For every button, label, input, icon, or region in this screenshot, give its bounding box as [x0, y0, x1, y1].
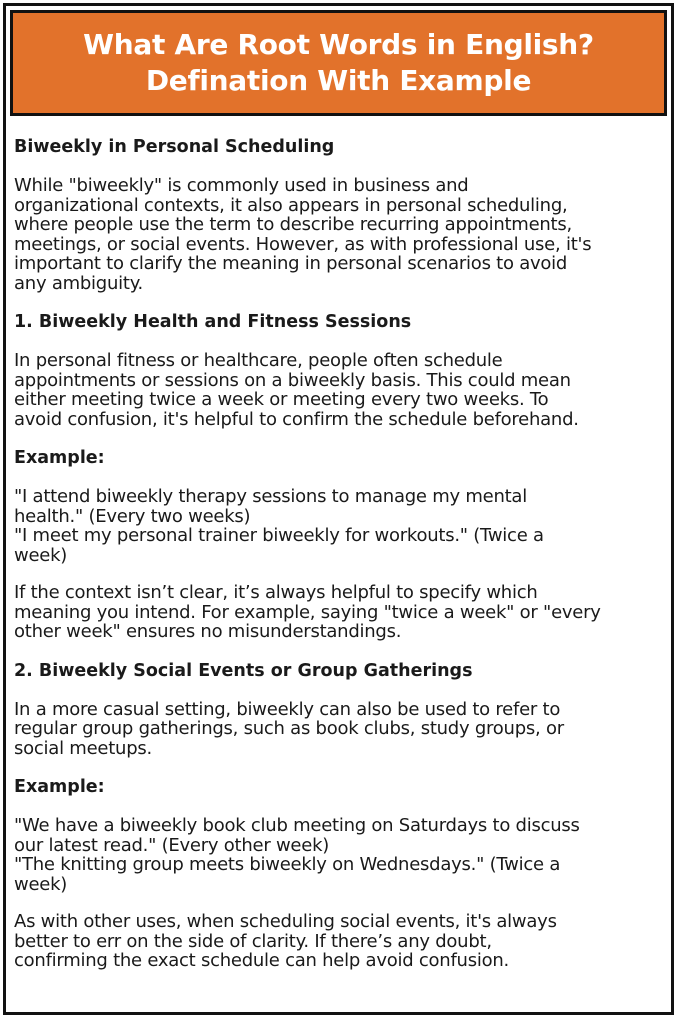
text-line: appointments or sessions on a biweekly basis. This could mean: [14, 369, 571, 391]
text-line: confirming the exact schedule can help avoid confusion.: [14, 950, 509, 971]
text-line: regular group gatherings, such as book clubs, study groups, or: [14, 718, 564, 739]
example-block-fitness: [14, 487, 669, 565]
section-heading-social-events: 2. Biweekly Social Events or Group Gatherings: [14, 660, 473, 681]
section-heading-fitness: 1. Biweekly Health and Fitness Sessions: [14, 312, 412, 332]
text-line: better to err on the side of clarity. If there’s any doubt,: [14, 930, 492, 952]
text-line: important to clarify the meaning in personal scenarios to avoid: [14, 253, 568, 274]
text-line: week): [14, 544, 68, 566]
text-line: social meetups.: [14, 737, 152, 759]
text-line: In a more casual setting, biweekly can also be used to refer to: [14, 698, 561, 720]
text-line: "I attend biweekly therapy sessions to manage my mental: [14, 486, 527, 507]
text-line: "I meet my personal trainer biweekly for workouts." (Twice a: [14, 525, 544, 546]
example-block-social: [14, 816, 669, 894]
note-fitness: [14, 583, 669, 642]
paragraph-personal-scheduling: [14, 176, 669, 293]
text-line: meetings, or social events. However, as with professional use, it's: [14, 233, 592, 255]
text-line: While "biweekly" is commonly used in business and: [14, 175, 469, 196]
text-line: our latest read." (Every other week): [14, 834, 330, 856]
text-line: any ambiguity.: [14, 272, 144, 294]
text-line: where people use the term to describe recurring appointments,: [14, 214, 572, 235]
text-line: either meeting twice a week or meeting every two weeks. To: [14, 389, 549, 410]
text-line: If the context isn’t clear, it’s always helpful to specify which: [14, 582, 538, 603]
example-quotes-social: [14, 816, 669, 894]
title-line-1: What Are Root Words in English?: [83, 28, 594, 61]
text-line: In personal fitness or healthcare, people often schedule: [14, 350, 503, 371]
text-line: As with other uses, when scheduling social events, it's always: [14, 911, 557, 932]
text-line: health." (Every two weeks): [14, 505, 251, 527]
paragraph-fitness: [14, 351, 669, 429]
text-line: "The knitting group meets biweekly on Wednesdays." (Twice a: [14, 854, 561, 875]
text-line: avoid confusion, it's helpful to confirm the schedule beforehand.: [14, 408, 579, 430]
example-label-social: Example:: [14, 777, 105, 797]
text-line: organizational contexts, it also appears in personal scheduling,: [14, 194, 568, 216]
text-line: "We have a biweekly book club meeting on Saturdays to discuss: [14, 815, 580, 836]
text-line: week): [14, 873, 68, 895]
section-heading-personal-scheduling: Biweekly in Personal Scheduling: [14, 137, 335, 157]
article-body: [14, 136, 669, 989]
note-social: [14, 912, 669, 971]
text-line: other week" ensures no misunderstandings.: [14, 621, 402, 642]
example-label-fitness: Example:: [14, 448, 105, 468]
title-line-2: Defination With Example: [145, 64, 532, 97]
example-quotes-fitness: [14, 487, 669, 565]
text-line: meaning you intend. For example, saying "twice a week" or "every: [14, 601, 601, 623]
title-banner: [10, 10, 667, 116]
paragraph-social-events: [14, 700, 669, 759]
